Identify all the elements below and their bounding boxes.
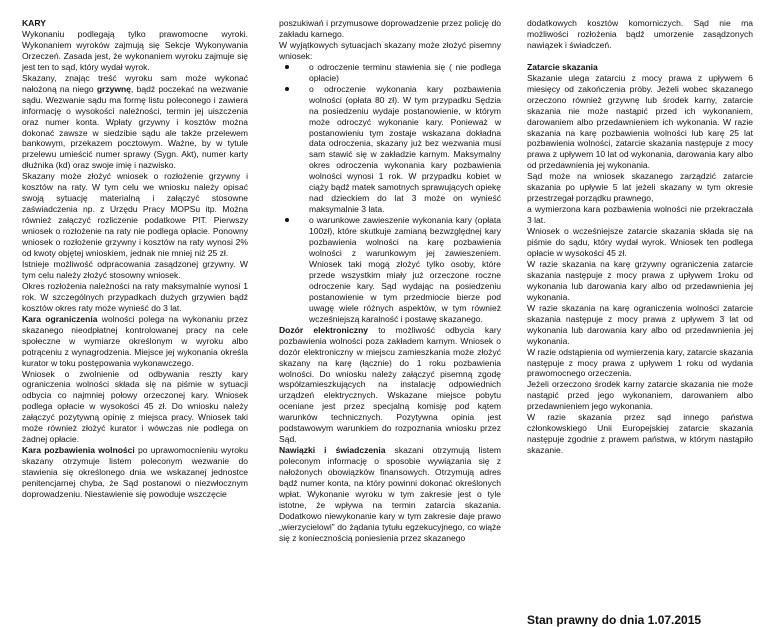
paragraph: Skazany, znając treść wyroku sam może wykonać nałożoną na niego grzywnę, bądź poczekać na wezwanie sądu. Wezwanie sądu ma formę listu poleconego i zawiera informację o wysokości należności, termin jej uiszczenia oraz numer konta. Wpłaty grzywny i kosztów można dokonać zawsze w siedzibie sądu ale także przelewem bankowym, przekazem pocztowym. Ważne, by w tytule przelewu umieścić numer sprawy (Sygn. Akt), numer karty dłużnika (kd) oraz swoje imię i nazwisko. xyxy=(22,72,248,171)
paragraph: Skazanie ulega zatarciu z mocy prawa z upływem 6 miesięcy od zakończenia próby. Jeżeli wobec skazanego orzeczono również grzywnę lub środek karny, zatarcie skazania nie może nastąpić przed ich wykonaniem, darowaniem albo przedawnieniem ich wykonania. W razie skazania na karę pozbawienia wolności lub karę 25 lat pozbawienia wolności, zatarcie skazania następuje z mocy prawa z upływem 10 lat od wykonania, darowania kary albo od przedawnienia jej wykonania. xyxy=(527,72,753,171)
bullet-icon xyxy=(285,65,289,69)
paragraph: W razie skazania na karę ograniczenia wolności zatarcie skazania następuje z mocy prawa z upływem 3 lat od wykonania lub darowania kary albo od przedawnienia jej wykonania. xyxy=(527,302,753,346)
paragraph: Okres rozłożenia należności na raty maksymalnie wynosi 1 rok. W szczególnych przypadkach dużych grzywien bądź kosztów okres raty może wynieść do 3 lat. xyxy=(22,280,248,313)
legal-status-footer: Stan prawny do dnia 1.07.2015 xyxy=(527,613,702,627)
section-heading-zatarcie: Zatarcie skazania xyxy=(527,61,598,72)
bullet-icon xyxy=(285,218,289,222)
paragraph: Nawiązki i świadczenia skazani otrzymują listem poleconym informację o sposobie wywiązania się z nałożonych obowiązków finansowych. Otrzymują adres bądź numer konta, na który powinni dokonać określonych wpłat. Wykonanie wyroku w tym zakresie jest o tyle istotne, że wpływa na termin zatarcia skazania. Dodatkowo niewykonanie kary w tym zakresie daje prawo „wierzycielowi” do żądania tytułu egzekucyjnego, co wiąże się z koniecznością poniesienia przez skazanego xyxy=(279,445,502,543)
paragraph: poszukiwań i przymusowe doprowadzenie przez policję do zakładu karnego. xyxy=(279,18,501,39)
paragraph: W razie skazania na karę grzywny ograniczenia zatarcie skazania następuje z mocy prawa z upływem 1roku od wykonania lub darowania kary albo od przedawnienia jej wykonania. xyxy=(527,258,753,302)
column-2 xyxy=(279,18,501,544)
paragraph: W razie odstąpienia od wymierzenia kary, zatarcie skazania następuje z mocy prawa z upływem 1 roku od wydania prawomocnego orzeczenia. xyxy=(527,346,753,379)
paragraph: a wymierzona kara pozbawienia wolności nie przekraczała 3 lat. xyxy=(527,204,753,226)
paragraph: Kara ograniczenia wolności polega na wykonaniu przez skazanego nieodpłatnej kontrolowanej pracy na cele społeczne w wymiarze określonym w wyroku albo potrąceniu z wynagrodzenia. Miejsce jej wykonania określa kurator w toku postępowania wykonawczego. xyxy=(22,313,248,368)
paragraph: Dozór elektroniczny to możliwość odbycia kary pozbawienia wolności poza zakładem karnym. Wniosek o dozór elektroniczny w miejscu zamieszkania może złożyć skazany na karę (łącznie) do 1 roku pozbawienia wolności. Do wniosku należy załączyć pisemną zgodę współzamieszkujących na instalację odpowiednich urządzeń elektrycznych. Wskazane miejsce pobytu oceniane jest przez specjalną komisję pod kątem warunków technicznych. Pozytywna opinia jest podstawowym warunkiem do rozpoznania wniosku przez Sąd. xyxy=(279,324,501,445)
list-item: o warunkowe zawieszenie wykonania kary (opłata 100zł), które skutkuje zamianą bezwzględnej kary pozbawienia wolności na karę pozbawienia wolności z warunkowym jej zawieszeniem. Wniosek taki mogą złożyć tylko osoby, które przede wszystkim miały już orzeczone roczne odroczenie kary. Sąd wydając na posiedzeniu postanowienie w tym przedmiocie bierze pod uwagę wiele różnych aspektów, w tym również wcześniejszą karalność i postawę skazanego. xyxy=(309,215,501,325)
list-item: o odroczenie terminu stawienia się ( nie podlega opłacie) xyxy=(309,62,501,84)
paragraph: dodatkowych kosztów komorniczych. Sąd nie ma możliwości rozłożenia bądź umorzenie zasądzonych nawiązek i świadczeń. xyxy=(527,18,753,50)
paragraph: Kara pozbawienia wolności po uprawomocnieniu wyroku skazany otrzymuje listem poleconym wezwanie do stawienia się określonego dnia we wskazanej jednostce penitencjarnej chyba, że Sąd postanowi o niezwłocznym doprowadzeniu. Niestawienie się powoduje wszczęcie xyxy=(22,445,248,499)
paragraph: W razie skazania przez sąd innego państwa członkowskiego Unii Europejskiej zatarcie skazania następuje zgodnie z prawem państwa, w którym nastąpiło skazanie. xyxy=(527,412,753,456)
section-heading-kary: KARY xyxy=(22,18,46,28)
motion-list xyxy=(279,62,501,325)
paragraph: W wyjątkowych sytuacjach skazany może złożyć pisemny wniosek: xyxy=(279,39,501,61)
bullet-icon xyxy=(285,87,289,91)
paragraph: Wniosek o wcześniejsze zatarcie skazania składa się na piśmie do sądu, który wydał wyrok. Wniosek ten podlega opłacie w wysokości 45 zł. xyxy=(527,226,753,258)
column-3 xyxy=(527,18,753,627)
paragraph: Wykonaniu podlegają tylko prawomocne wyroki. Wykonaniem wyroków zajmują się Sekcje Wykonywania Orzeczeń. Zasada jest, że wykonaniem wyroku zajmuje się jest ten to sąd, który wydał wyrok. xyxy=(22,28,248,72)
paragraph: Jeżeli orzeczono środek karny zatarcie skazania nie może nastąpić przed jego wykonaniem, darowaniem albo przedawnieniem jego wykonania. xyxy=(527,379,753,412)
paragraph: Skazany może złożyć wniosek o rozłożenie grzywny i kosztów na raty. W tym celu we wniosku należy opisać swoją sytuację materialną i załączyć stosowne zaświadczenia np. z Urzędu Pracy MOPSu itp. Można również załączyć rozliczenie podatkowe PIT. Pierwszy wniosek o rozłożenie na raty nie podlega opłacie. Ponowny wniosek o rozłożenie grzywny i kosztów na raty wynosi 2% od kwoty objętej wnioskiem, jednak nie mniej niż 25 zł. xyxy=(22,171,248,259)
paragraph: Sąd może na wniosek skazanego zarządzić zatarcie skazania po upływie 5 lat jeżeli skazany w tym okresie przestrzegał porządku prawnego, xyxy=(527,171,753,204)
list-item: o odroczenie wykonania kary pozbawienia wolności (opłata 80 zł). W tym przypadku Sędzia na posiedzeniu wydaje postanowienie, w którym może odroczyć wykonanie kary. Ponieważ w postanowieniu tym zostaje wskazana dokładna data odroczenia, skazany już bez wezwania musi sam stawić się w zakładzie karnym. Maksymalny okres odroczenia wykonania kary pozbawienia wolności wynosi 1 rok. W przypadku kobiet w ciąży bądź matek samotnych sprawujących opiekę nad dzieckiem do lat 3 może on wynieść maksymalnie 3 lata. xyxy=(309,84,501,215)
paragraph: Wniosek o zwolnienie od odbywania reszty kary ograniczenia wolności składa się na piśmie w sytuacji odbycia co najmniej połowy orzeczonej kary. Wniosek podlega opłacie w wysokości 45 zł. Do wniosku należy załączyć pozytywną opinię z miejsca pracy. Wniosek taki może również złożyć kurator i wówczas nie podlega on żadnej opłacie. xyxy=(22,368,248,445)
paragraph: Istnieje możliwość odpracowania zasądzonej grzywny. W tym celu należy złożyć stosowny wniosek. xyxy=(22,258,248,280)
column-1 xyxy=(22,18,248,500)
